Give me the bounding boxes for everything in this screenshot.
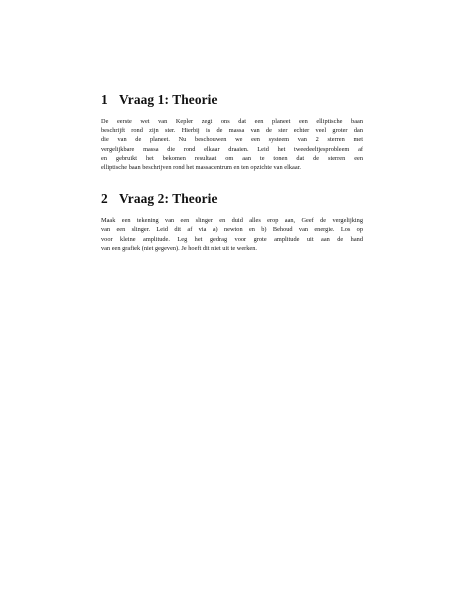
body-line: Maak een tekening van een slinger en duid alles erop aan, Geef de vergelijking xyxy=(101,217,363,225)
body-line: die van de planeet. Nu beschouwen we een systeem van 2 sterren met xyxy=(101,136,363,144)
body-line: vergelijkbare massa die rond elkaar draaien. Leid het tweedeeltjesprobleem af xyxy=(101,145,363,153)
section-heading xyxy=(101,92,363,108)
body-line: elliptische baan beschrijven rond het massacentrum en ten opzichte van elkaar. xyxy=(101,164,302,172)
body-line: De eerste wet van Kepler zegt ons dat een planeet een elliptische baan xyxy=(101,118,363,125)
body-line: van een slinger. Leid dit af via a) newton en b) Behoud van energie. Los op xyxy=(101,226,363,234)
section-title: Vraag 1: Theorie xyxy=(119,92,218,107)
body-line: voor kleine amplitude. Leg het gedrag voor grote amplitude uit aan de hand xyxy=(101,235,363,243)
body-line: en gebruikt het bekomen resultaat om aan te tonen dat de sterren een xyxy=(101,154,363,162)
section-title: Vraag 2: Theorie xyxy=(119,191,218,207)
section-body xyxy=(101,117,363,172)
section-2 xyxy=(101,191,363,253)
section-number: 1 xyxy=(101,92,108,107)
section-body xyxy=(101,216,363,253)
page-content xyxy=(101,92,363,272)
section-1 xyxy=(101,92,363,172)
body-line: beschrijft rond zijn ster. Hierbij is de massa van de ster echter veel groter dan xyxy=(101,127,363,135)
section-number: 2 xyxy=(101,191,108,207)
body-line: van een grafiek (niet gegeven). Je hoeft dit niet uit te werken. xyxy=(101,244,258,252)
section-heading xyxy=(101,191,363,207)
